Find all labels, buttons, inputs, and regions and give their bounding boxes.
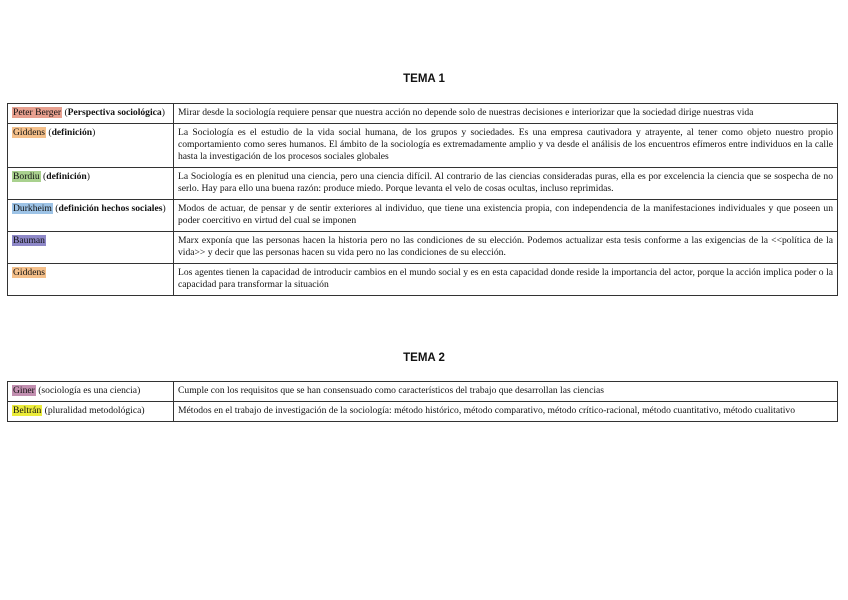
- author-note-close: ): [92, 127, 96, 138]
- tema-2-table: [7, 381, 838, 422]
- author-note-open: (: [62, 107, 68, 118]
- tema-1-table: [7, 103, 838, 296]
- author-note-open: (: [45, 127, 52, 138]
- author-name: Giner: [13, 385, 35, 396]
- author-note: definición hechos sociales: [58, 203, 163, 214]
- table-row: [8, 264, 838, 296]
- author-note-close: ): [86, 171, 90, 182]
- author-cell: [8, 200, 174, 232]
- description-cell: Mirar desde la sociología requiere pensar que nuestra acción no depende solo de nuestras decisiones e interiorizar que la sociedad dirige nuestras vida: [174, 104, 838, 124]
- author-note-open: (: [52, 203, 59, 214]
- author-note-close: ): [162, 203, 166, 214]
- author-cell: [8, 264, 174, 296]
- author-note: definición: [51, 127, 93, 138]
- author-name: Giddens: [13, 267, 45, 278]
- table-row: [8, 382, 838, 402]
- table-row: [8, 124, 838, 168]
- author-name: Bauman: [13, 235, 45, 246]
- table-row: [8, 168, 838, 200]
- author-name: Beltrán: [13, 405, 42, 416]
- table-row: [8, 104, 838, 124]
- author-note: Perspectiva sociológica: [67, 107, 162, 118]
- description-cell: Modos de actuar, de pensar y de sentir exteriores al individuo, que tiene una existencia propia, con independencia de la manifestaciones individuales y que poseen un poder coercitivo en virtud del cual se imponen: [174, 200, 838, 232]
- author-note-open: (: [40, 171, 47, 182]
- table-row: [8, 402, 838, 422]
- description-cell: Métodos en el trabajo de investigación de la sociología: método histórico, método comparativo, método crítico-racional, método cuantitativo, método cualitativo: [174, 402, 838, 422]
- author-name: Giddens: [13, 127, 45, 138]
- author-note-open: (pluralidad metodológica): [42, 405, 145, 416]
- description-cell: Cumple con los requisitos que se han consensuado como característicos del trabajo que desarrollan las ciencias: [174, 382, 838, 402]
- author-cell: [8, 124, 174, 168]
- description-cell: Los agentes tienen la capacidad de introducir cambios en el mundo social y es en esta capacidad donde reside la importancia del actor, porque la acción implica poder o la capacidad para transformar la situación: [174, 264, 838, 296]
- author-note-open: (sociología es una ciencia): [35, 385, 141, 396]
- author-name: Bordiu: [13, 171, 40, 182]
- description-cell: La Sociología es en plenitud una ciencia, pero una ciencia difícil. Al contrario de las ciencias consideradas puras, ella es por excelencia la ciencia que se sospecha de no serlo. Hay para ello una buena razón: produce miedo. Porque levanta el velo de cosas ocultas, incluso reprimidas.: [174, 168, 838, 200]
- author-cell: [8, 104, 174, 124]
- author-note-close: ): [161, 107, 165, 118]
- description-cell: Marx exponía que las personas hacen la historia pero no las condiciones de su elección. Podemos actualizar esta tesis conforme a las exigencias de la <<política de la vida>> y decir que las personas hacen su vida pero no las condiciones de su elección.: [174, 232, 838, 264]
- author-note: definición: [46, 171, 87, 182]
- author-name: Peter Berger: [13, 107, 62, 118]
- author-cell: [8, 232, 174, 264]
- author-name: Durkheim: [13, 203, 52, 214]
- table-row: [8, 200, 838, 232]
- author-cell: [8, 402, 174, 422]
- table-row: [8, 232, 838, 264]
- author-cell: [8, 382, 174, 402]
- tema-1-title: TEMA 1: [403, 73, 445, 85]
- author-cell: [8, 168, 174, 200]
- description-cell: La Sociología es el estudio de la vida social humana, de los grupos y sociedades. Es una empresa cautivadora y atrayente, al tener como objeto nuestro propio comportamiento como seres humanos. El ámbito de la sociología es extremadamente amplio y va desde el análisis de los encuentros efímeros entre individuos en la calle hasta la investigación de los procesos sociales globales: [174, 124, 838, 168]
- tema-2-title: TEMA 2: [403, 352, 445, 364]
